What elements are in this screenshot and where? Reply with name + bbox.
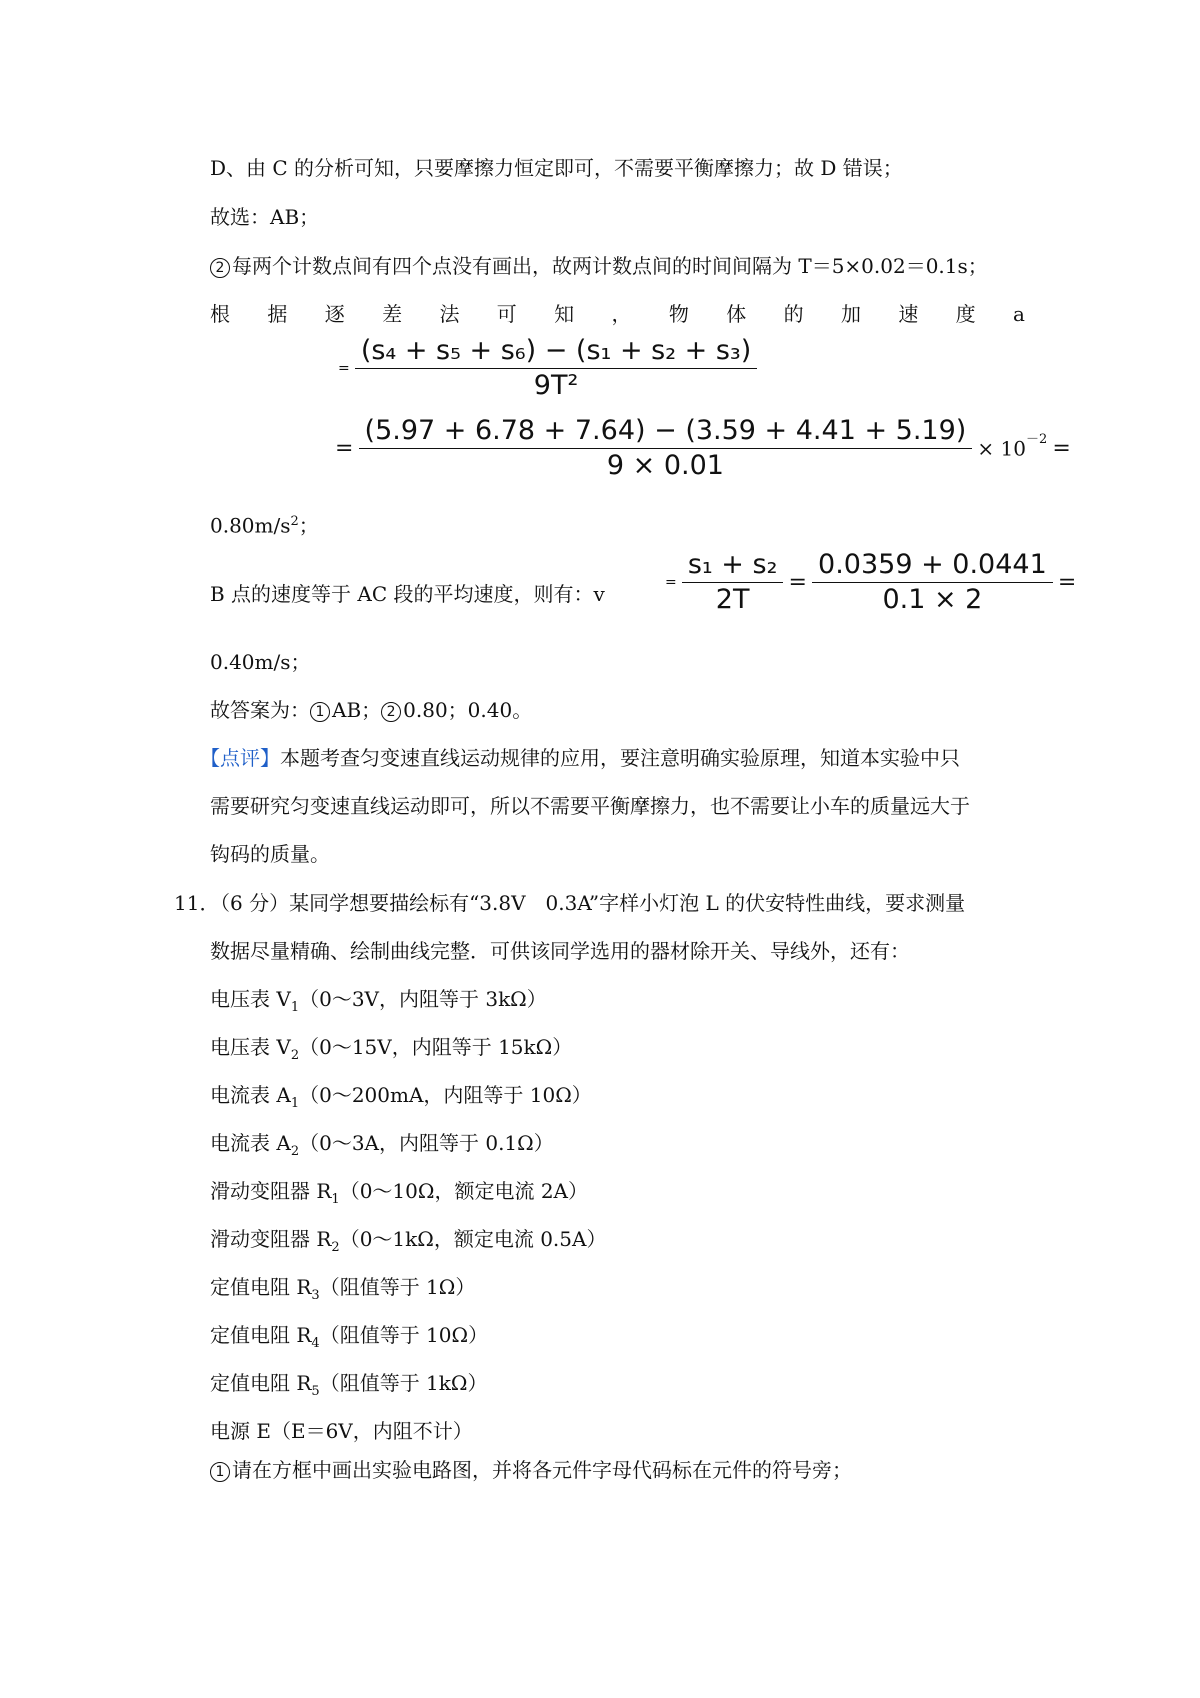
fraction bbox=[359, 414, 973, 483]
denominator: 0.1 × 2 bbox=[882, 584, 983, 615]
numerator: s₁ + s₂ bbox=[682, 548, 784, 583]
circled-number: 1 bbox=[310, 702, 330, 722]
text-line: B 点的速度等于 AC 段的平均速度，则有：v bbox=[210, 582, 605, 606]
exponent: －2 bbox=[1025, 432, 1048, 447]
char: 度 bbox=[955, 302, 976, 326]
char: 加 bbox=[840, 302, 861, 326]
text-line: 故选：AB； bbox=[210, 205, 320, 229]
text-line: 0.40m/s； bbox=[210, 650, 311, 674]
equipment-item bbox=[210, 985, 547, 1022]
equipment-spec: （0～15V，内阻等于 15kΩ） bbox=[299, 1035, 573, 1059]
equipment-name: 滑动变阻器 R bbox=[210, 1227, 332, 1251]
text-span: 每两个计数点间有四个点没有画出，故两计数点间的时间间隔为 T＝5×0.02＝0.1s； bbox=[232, 254, 988, 278]
equipment-name: 定值电阻 R bbox=[210, 1323, 312, 1347]
text-span: 本题考查匀变速直线运动规律的应用，要注意明确实验原理，知道本实验中只 bbox=[280, 746, 960, 770]
numerator: (5.97 + 6.78 + 7.64) − (3.59 + 4.41 + 5.19) bbox=[359, 414, 973, 449]
char: 体 bbox=[726, 302, 747, 326]
equals-sign: = bbox=[1052, 436, 1071, 461]
equipment-name: 电压表 V bbox=[210, 1035, 291, 1059]
denominator: 9 × 0.01 bbox=[606, 450, 724, 481]
equipment-item bbox=[210, 1225, 606, 1262]
text-line: D、由 C 的分析可知，只要摩擦力恒定即可，不需要平衡摩擦力；故 D 错误； bbox=[210, 156, 903, 180]
char: 的 bbox=[783, 302, 804, 326]
equipment-subscript: 2 bbox=[290, 1048, 300, 1063]
times-ten: × 10 bbox=[977, 436, 1026, 461]
circled-number: 2 bbox=[210, 258, 230, 278]
char: 法 bbox=[439, 302, 460, 326]
text-line bbox=[210, 1456, 852, 1484]
equipment-spec: （0～200mA，内阻等于 10Ω） bbox=[299, 1083, 592, 1107]
equipment-item bbox=[210, 1273, 475, 1310]
char: 逐 bbox=[324, 302, 345, 326]
text-line bbox=[210, 252, 988, 280]
question-number: 11． bbox=[174, 891, 220, 915]
justified-line bbox=[210, 300, 1025, 328]
answer-line bbox=[210, 696, 532, 724]
text-line: 数据尽量精确、绘制曲线完整．可供该同学选用的器材除开关、导线外，还有： bbox=[210, 939, 910, 963]
text-span: 故答案为： bbox=[210, 698, 310, 722]
equipment-name: 电压表 V bbox=[210, 987, 291, 1011]
fraction bbox=[682, 548, 784, 617]
superscript: 2 bbox=[290, 514, 299, 529]
char: 根 bbox=[210, 302, 230, 326]
equipment-subscript: 1 bbox=[331, 1192, 340, 1207]
char: 物 bbox=[668, 302, 689, 326]
equipment-spec: （阻值等于 1Ω） bbox=[319, 1275, 476, 1299]
equals-sign: = bbox=[338, 360, 350, 377]
char: 差 bbox=[382, 302, 403, 326]
char: 速 bbox=[898, 302, 919, 326]
equipment-item bbox=[210, 1033, 572, 1070]
circled-number: 2 bbox=[381, 702, 401, 722]
text-span: AB； bbox=[332, 698, 382, 722]
char: 据 bbox=[267, 302, 288, 326]
comment-tag: 【点评】 bbox=[200, 746, 280, 770]
char: 知 bbox=[554, 302, 575, 326]
equals-sign: = bbox=[1057, 570, 1077, 595]
text-line: （6 分）某同学想要描绘标有“3.8V 0.3A”字样小灯泡 L 的伏安特性曲线，要求测量 bbox=[210, 891, 966, 915]
fraction bbox=[355, 334, 757, 403]
text-span: 请在方框中画出实验电路图，并将各元件字母代码标在元件的符号旁； bbox=[232, 1458, 852, 1482]
equipment-subscript: 5 bbox=[311, 1384, 320, 1399]
numerator: 0.0359 + 0.0441 bbox=[812, 548, 1053, 583]
equipment-spec: （0～3A，内阻等于 0.1Ω） bbox=[299, 1131, 554, 1155]
char: a bbox=[1013, 302, 1025, 326]
equipment-item bbox=[210, 1081, 592, 1118]
text-line bbox=[210, 508, 319, 540]
equipment-subscript: 3 bbox=[311, 1288, 320, 1303]
denominator: 9T² bbox=[533, 370, 579, 401]
equipment-spec: （阻值等于 1kΩ） bbox=[319, 1371, 488, 1395]
equipment-item bbox=[210, 1129, 554, 1166]
fraction bbox=[812, 548, 1053, 617]
formula-a-line1 bbox=[338, 334, 757, 403]
equals-sign: = bbox=[788, 570, 807, 595]
equipment-item bbox=[210, 1369, 488, 1406]
equipment-item bbox=[210, 1417, 473, 1445]
equipment-spec: （阻值等于 10Ω） bbox=[319, 1323, 489, 1347]
circled-number: 1 bbox=[210, 1462, 230, 1482]
equipment-name: 电源 E bbox=[210, 1419, 271, 1443]
formula-a-line2 bbox=[335, 414, 1071, 483]
equipment-subscript: 2 bbox=[331, 1240, 340, 1255]
text-span: 0.80；0.40。 bbox=[403, 698, 533, 722]
accel-result: 0.80m/s bbox=[210, 513, 291, 538]
denominator: 2T bbox=[715, 584, 750, 615]
equipment-name: 滑动变阻器 R bbox=[210, 1179, 332, 1203]
equals-sign: = bbox=[665, 574, 677, 591]
text-line: 钩码的质量。 bbox=[210, 842, 330, 866]
equals-sign: = bbox=[335, 436, 354, 461]
equipment-name: 定值电阻 R bbox=[210, 1371, 312, 1395]
equipment-item bbox=[210, 1321, 488, 1358]
equipment-spec: （0～1kΩ，额定电流 0.5A） bbox=[339, 1227, 607, 1251]
char: ， bbox=[611, 302, 632, 326]
text-span: ； bbox=[298, 513, 319, 538]
equipment-subscript: 2 bbox=[290, 1144, 300, 1159]
equipment-spec: （0～3V，内阻等于 3kΩ） bbox=[299, 987, 547, 1011]
equipment-spec: （E＝6V，内阻不计） bbox=[270, 1419, 473, 1443]
formula-v bbox=[665, 548, 1076, 617]
comment-line bbox=[200, 744, 960, 772]
equipment-subscript: 1 bbox=[290, 1000, 300, 1015]
char: 可 bbox=[496, 302, 517, 326]
equipment-name: 电流表 A bbox=[210, 1083, 291, 1107]
numerator: (s₄ + s₅ + s₆) − (s₁ + s₂ + s₃) bbox=[355, 334, 757, 369]
text-line: 需要研究匀变速直线运动即可，所以不需要平衡摩擦力，也不需要让小车的质量远大于 bbox=[210, 794, 970, 818]
equipment-subscript: 1 bbox=[290, 1096, 300, 1111]
equipment-name: 定值电阻 R bbox=[210, 1275, 312, 1299]
equipment-item bbox=[210, 1177, 588, 1214]
equipment-name: 电流表 A bbox=[210, 1131, 291, 1155]
equipment-spec: （0～10Ω，额定电流 2A） bbox=[339, 1179, 588, 1203]
equipment-subscript: 4 bbox=[311, 1336, 320, 1351]
